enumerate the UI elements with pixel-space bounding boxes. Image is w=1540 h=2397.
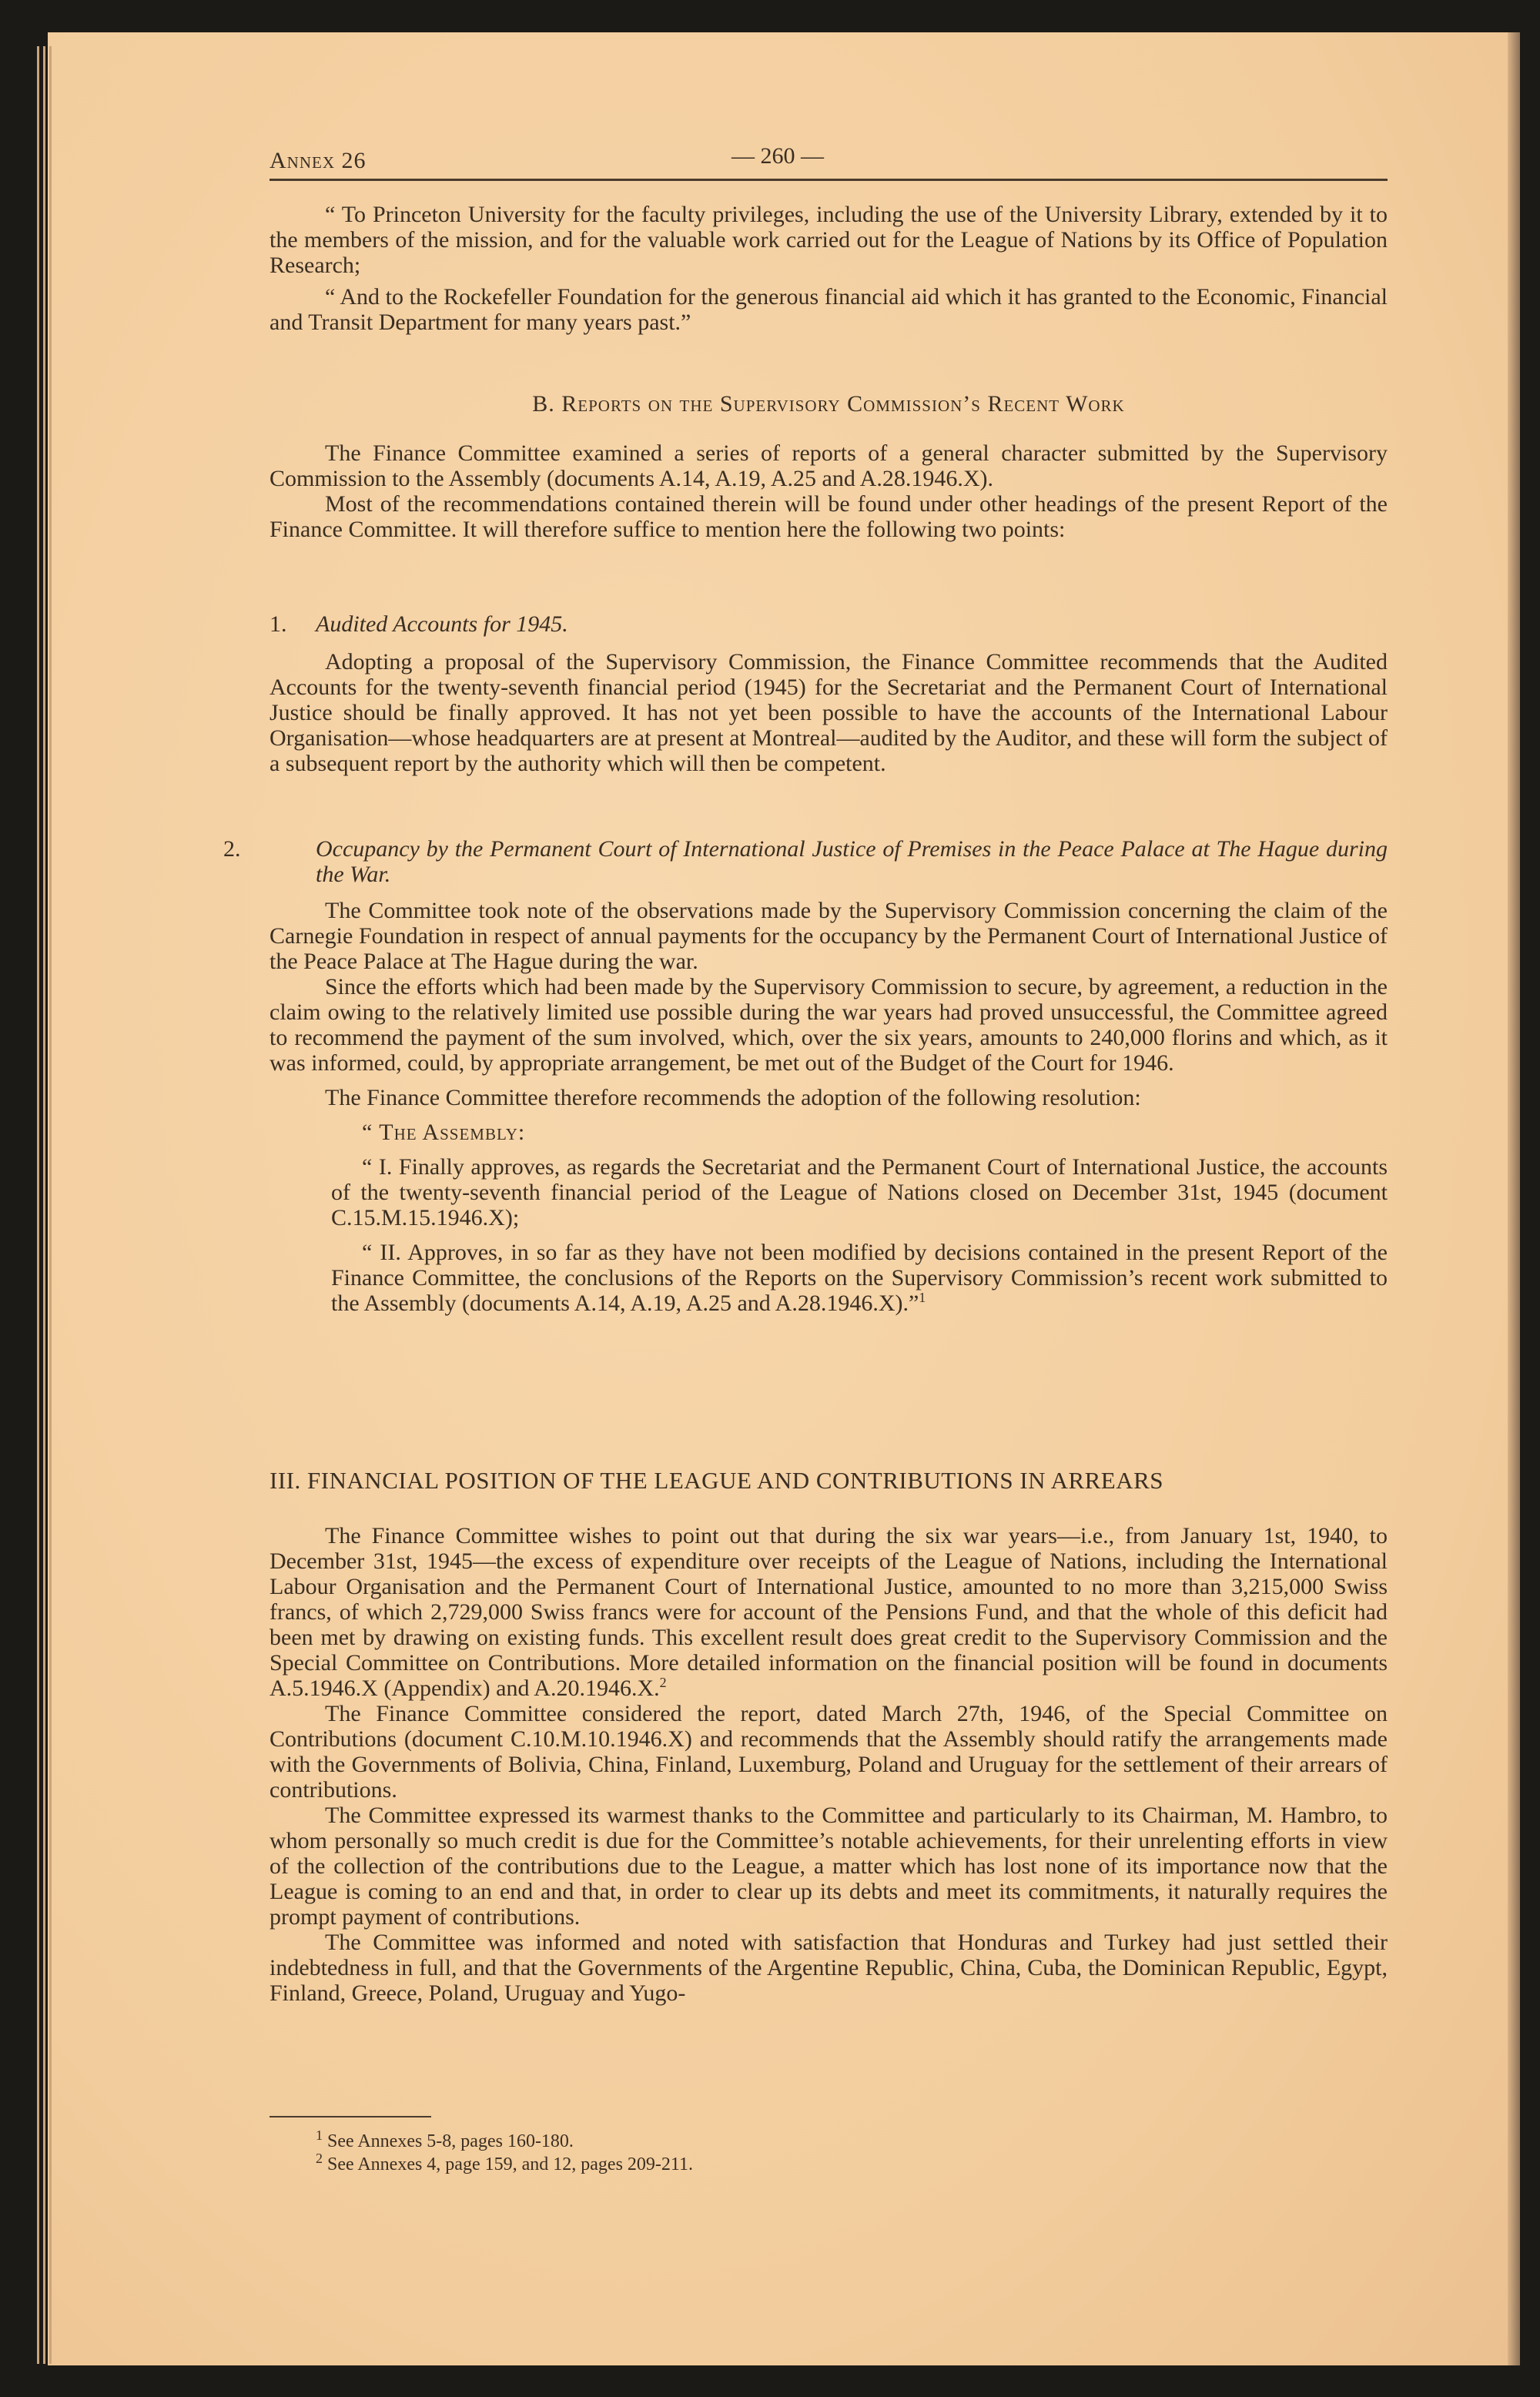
paragraph: The Committee took note of the observations made by the Supervisory Commission concerning the claim of the Carnegie Foundation in respect of annual payments for the occupancy by the Permanent Court of International Justice of the Peace Palace at The Hague during the war.	[270, 898, 1388, 974]
running-header	[270, 139, 1388, 181]
page-stack-edge	[37, 46, 39, 2364]
page-stack-edge	[43, 46, 45, 2364]
page-binding-edge	[1508, 32, 1520, 2365]
paragraph: “ And to the Rockefeller Foundation for the generous financial aid which it has granted to the Economic, Financial and Transit Department for many years past.”	[270, 284, 1388, 335]
paragraph: The Committee expressed its warmest thanks to the Committee and particularly to its Chairman, M. Hambro, to whom personally so much credit is due for the Committee’s notable achievements, for their unrelenting efforts in view of the collection of the contributions due to the League, a matter which has lost none of its importance now that the League is coming to an end and that, in order to clear up its debts and meet its commitments, it naturally requires the prompt payment of contributions.	[270, 1803, 1388, 1930]
section-iii-heading: III. FINANCIAL POSITION OF THE LEAGUE AND CONTRIBUTIONS IN ARREARS	[270, 1467, 1164, 1494]
footnote-text: See Annexes 4, page 159, and 12, pages 209-211.	[327, 2154, 694, 2174]
footnote-mark: 2	[316, 2151, 323, 2166]
point-2	[223, 836, 1388, 1316]
footnote-divider	[270, 2116, 431, 2117]
resolution-item	[270, 1240, 1388, 1316]
point-number: 1.	[270, 611, 287, 637]
page-stack-edge	[49, 46, 52, 2364]
page-number: — 260 —	[732, 143, 824, 169]
resolution-item: “ I. Finally approves, as regards the Secretariat and the Permanent Court of International Justice, the accounts of the twenty-seventh financial period of the League of Nations closed on December 31st, 1945 (document C.15.M.15.1946.X);	[331, 1154, 1388, 1230]
intro-quotes	[270, 202, 1388, 335]
section-b-body	[270, 440, 1388, 542]
point-1	[270, 611, 1388, 776]
paragraph: Most of the recommendations contained therein will be found under other headings of the present Report of the Finance Committee. It will therefore suffice to mention here the following two points:	[270, 491, 1388, 542]
resolution-text: “ II. Approves, in so far as they have not been modified by decisions contained in the present Report of the Finance Committee, the conclusions of the Reports on the Supervisory Commission’s recent work submitted to the Assembly (documents A.14, A.19, A.25 and A.28.1946.X).”	[331, 1240, 1388, 1316]
heading-text: B. Reports on the Supervisory Commission’s Recent Work	[532, 391, 1125, 417]
footnote-1	[270, 2130, 1040, 2153]
paragraph: “ To Princeton University for the faculty privileges, including the use of the University Library, extended by it to the members of the mission, and for the valuable work carried out for the League of Nations by its Office of Population Research;	[270, 202, 1388, 278]
paragraph	[270, 1523, 1388, 1701]
point-title: Occupancy by the Permanent Court of International Justice of Premises in the Peace Palace at The Hague during the War.	[316, 836, 1388, 887]
resolution-title: “ The Assembly:	[362, 1120, 526, 1145]
footnote-text: See Annexes 5-8, pages 160-180.	[327, 2131, 574, 2151]
paragraph: The Finance Committee examined a series of reports of a general character submitted by the Supervisory Commission to the Assembly (documents A.14, A.19, A.25 and A.28.1946.X).	[270, 440, 1388, 491]
footnote-ref[interactable]: 2	[659, 1675, 667, 1690]
section-iii-body	[270, 1523, 1388, 2006]
paragraph: Since the efforts which had been made by the Supervisory Commission to secure, by agreement, a reduction in the claim owing to the relatively limited use possible during the war years had proved unsuccessful, the Committee agreed to recommend the payment of the sum involved, which, over the six years, amounts to 240,000 florins and which, as it was informed, could, by appropriate arrangement, be met out of the Budget of the Court for 1946.	[270, 974, 1388, 1076]
footnote-2	[270, 2153, 1040, 2176]
footnote-mark: 1	[316, 2128, 323, 2143]
footnote-ref[interactable]: 1	[919, 1290, 926, 1305]
paragraph: The Committee was informed and noted with satisfaction that Honduras and Turkey had just settled their indebtedness in full, and that the Governments of the Argentine Republic, China, Cuba, the Dominican Republic, Egypt, Finland, Greece, Poland, Uruguay and Yugo-	[270, 1930, 1388, 2006]
point-number: 2.	[223, 836, 241, 862]
annex-label: Annex 26	[270, 148, 367, 173]
footnotes	[270, 2116, 1040, 2176]
section-b-heading	[270, 391, 1388, 417]
point-title: Audited Accounts for 1945.	[316, 611, 568, 637]
paragraph: The Finance Committee therefore recommends the adoption of the following resolution:	[325, 1085, 1141, 1110]
paragraph-text: The Finance Committee wishes to point out that during the six war years—i.e., from January 1st, 1940, to December 31st, 1945—the excess of expenditure over receipts of the League of Nations, including the International Labour Organisation and the Permanent Court of International Justice, amounted to no more than 3,215,000 Swiss francs, of which 2,729,000 Swiss francs were for account of the Pensions Fund, and that the whole of this deficit had been met by drawing on existing funds. This excellent result does great credit to the Supervisory Commission and the Special Committee on Contributions. More detailed information on the financial position will be found in documents A.5.1946.X (Appendix) and A.20.1946.X.	[270, 1523, 1388, 1701]
paragraph: The Finance Committee considered the report, dated March 27th, 1946, of the Special Committee on Contributions (document C.10.M.10.1946.X) and recommends that the Assembly should ratify the arrangements made with the Governments of Bolivia, China, Finland, Luxemburg, Poland and Uruguay for the settlement of their arrears of contributions.	[270, 1701, 1388, 1803]
paragraph: Adopting a proposal of the Supervisory Commission, the Finance Committee recommends that the Audited Accounts for the twenty-seventh financial period (1945) for the Secretariat and the Permanent Court of International Justice should be finally approved. It has not yet been possible to have the accounts of the International Labour Organisation—whose headquarters are at present at Montreal—audited by the Auditor, and these will form the subject of a subsequent report by the authority which will then be competent.	[270, 649, 1388, 776]
